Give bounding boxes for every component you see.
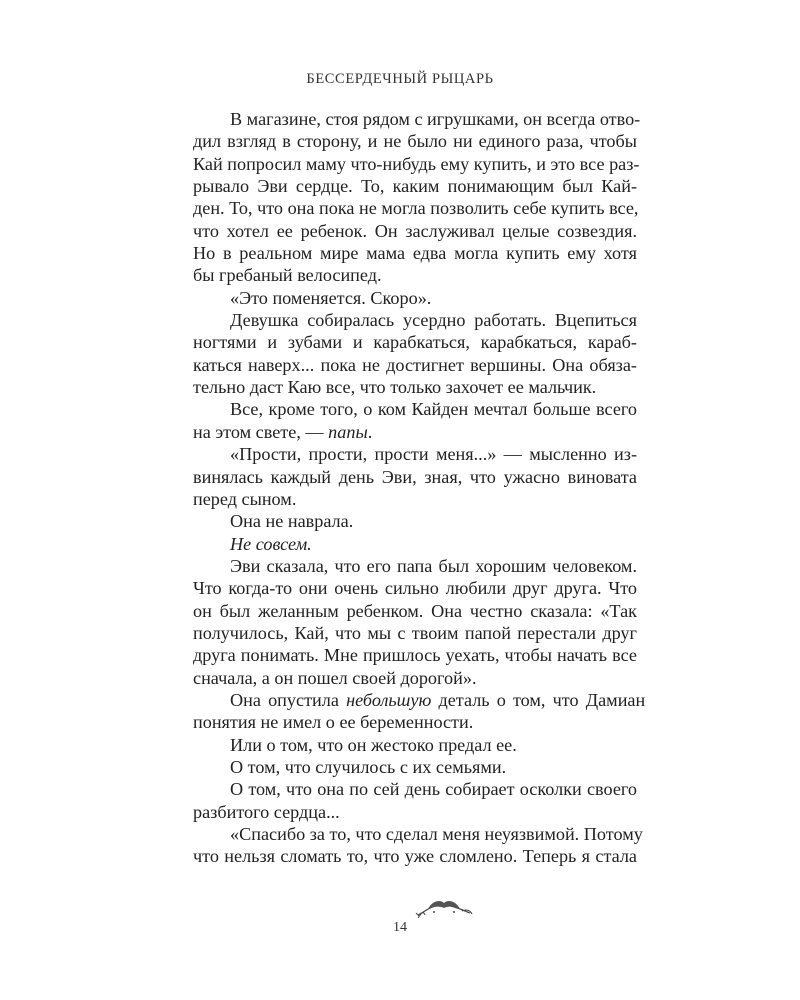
text-segment: .	[367, 421, 373, 442]
page-number: 14	[393, 920, 407, 935]
text-line: Эви сказала, что его папа был хорошим человеком.	[230, 555, 637, 576]
text-line: Кай попросил маму что-нибудь ему купить, и это все раз-	[193, 153, 640, 174]
text-line: ден. То, что она пока не могла позволить себе купить все,	[193, 198, 639, 219]
text-line: Девушка собиралась усердно работать. Вцепиться	[230, 310, 637, 331]
text-line: В магазине, стоя рядом с игрушками, он всегда отво-	[230, 109, 641, 129]
text-line: бы гребаный велосипед.	[193, 265, 382, 286]
text-line: Но в реальном мире мама едва могла купить ему хотя	[193, 243, 637, 264]
text-line: понятия не имел о ее беременности.	[193, 712, 474, 733]
text-line: «Прости, прости, прости меня...» — мысленно из-	[230, 444, 637, 465]
text-line: «Спасибо за то, что сделал меня неуязвимой. Потому	[230, 824, 643, 844]
italic-word: небольшую	[346, 689, 432, 710]
text-line: винялась каждый день Эви, зная, что ужасно виновата	[193, 466, 637, 487]
text-line	[193, 421, 637, 443]
text-line: перед сыном.	[193, 488, 297, 509]
text-line: рывало Эви сердце. То, каким понимающим был Кай-	[193, 176, 637, 197]
text-segment: деталь о том, что Дамиан	[431, 689, 646, 710]
text-line: тельно даст Каю все, что только захочет ее мальчик.	[193, 377, 597, 398]
italic-word: папы	[328, 421, 368, 442]
running-head: БЕССЕРДЕЧНЫЙ РЫЦАРЬ	[306, 71, 494, 87]
text-line: каться наверх... пока не достигнет вершины. Она обяза-	[193, 354, 637, 375]
text-line: Что когда-то они очень сильно любили друг друга. Что	[193, 578, 637, 599]
text-line: что хотел ее ребенок. Он заслуживал целые созвездия.	[193, 220, 637, 241]
text-line: О том, что она по сей день собирает осколки своего	[230, 779, 637, 800]
floral-ornament-icon	[414, 893, 474, 923]
text-line: «Это поменяется. Скоро».	[230, 287, 432, 308]
text-line: Не совсем.	[230, 533, 312, 554]
text-line: Все, кроме того, о ком Кайден мечтал больше всего	[230, 399, 637, 420]
text-line: получилось, Кай, что мы с твоим папой перестали друг	[193, 622, 637, 643]
text-line: что нельзя сломать то, что уже сломлено. Теперь я стала	[193, 846, 637, 867]
text-line: сначала, а он пошел своей дорогой».	[193, 667, 477, 688]
text-line: О том, что случилось с их семьями.	[230, 756, 507, 777]
text-line: разбитого сердца...	[193, 801, 340, 822]
text-line: дил взгляд в сторону, и не было ни единого раза, чтобы	[193, 131, 637, 152]
text-segment: на этом свете, —	[193, 421, 329, 442]
text-line	[193, 689, 646, 711]
text-line: Она не наврала.	[230, 511, 354, 532]
text-line: друга понимать. Мне пришлось уехать, чтобы начать все	[193, 645, 637, 666]
text-line: Или о том, что он жестоко предал ее.	[230, 734, 517, 755]
text-line: ногтями и зубами и карабкаться, карабкаться, караб-	[193, 332, 637, 353]
text-segment: Она опустила	[230, 689, 347, 710]
body-text	[193, 108, 646, 868]
text-line: он был желанным ребенком. Она честно сказала: «Так	[193, 600, 637, 621]
